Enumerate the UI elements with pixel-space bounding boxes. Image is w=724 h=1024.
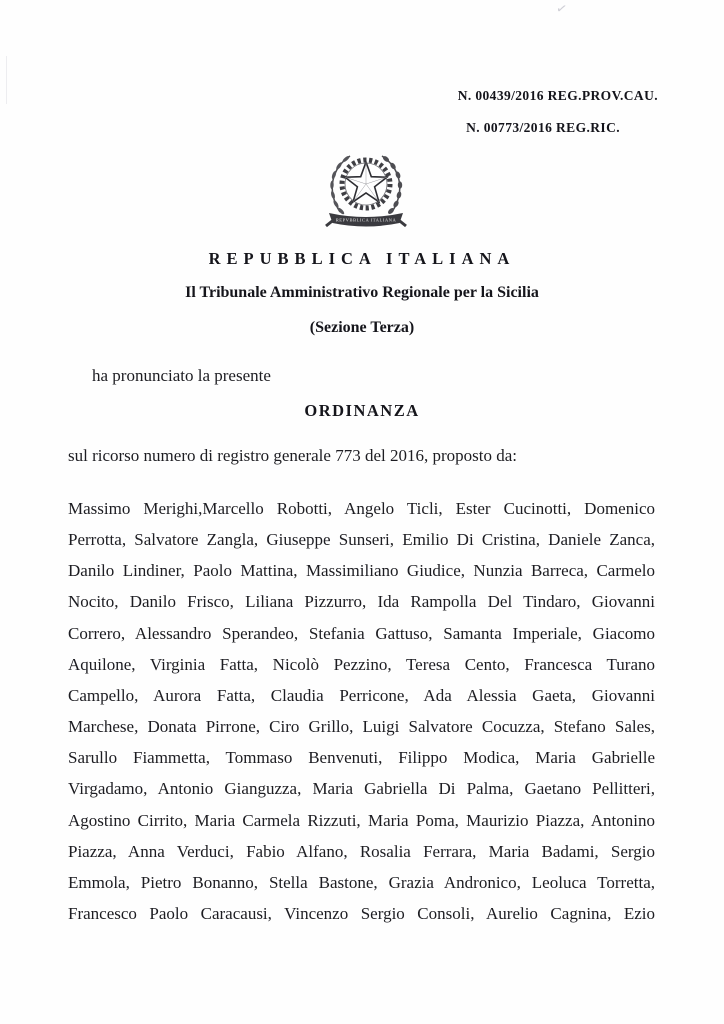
heading-section: (Sezione Terza) (309, 319, 415, 336)
petitioners-line: Piazza, Anna Verduci, Fabio Alfano, Rosalia Ferrara, Maria Badami, Sergio (68, 841, 655, 861)
heading-court: Il Tribunale Amministrativo Regionale per la Sicilia (185, 284, 539, 301)
petitioners-line: Correro, Alessandro Sperandeo, Stefania Gattuso, Samanta Imperiale, Giacomo (68, 623, 655, 643)
ribbon-banner-text: REPVBBLICA ITALIANA (335, 217, 397, 223)
petitioners-line: Emmola, Pietro Bonanno, Stella Bastone, Grazia Andronico, Leoluca Torretta, (68, 872, 655, 892)
heading-republic: REPUBBLICA ITALIANA (208, 249, 516, 268)
case-intro-line: sul ricorso numero di registro generale 773 del 2016, proposto da: (68, 446, 517, 465)
petitioners-line: Massimo Merighi,Marcello Robotti, Angelo Ticli, Ester Cucinotti, Domenico (68, 499, 655, 518)
petitioners-line: Marchese, Donata Pirrone, Ciro Grillo, Luigi Salvatore Cocuzza, Stefano Sales, (68, 717, 655, 737)
petitioners-line: Francesco Paolo Caracausi, Vincenzo Sergio Consoli, Aurelio Cagnina, Ezio (68, 904, 655, 924)
petitioners-line: Agostino Cirrito, Maria Carmela Rizzuti, Maria Poma, Maurizio Piazza, Antonino (68, 810, 655, 830)
act-title: ORDINANZA (304, 401, 420, 420)
petitioners-line: Danilo Lindiner, Paolo Mattina, Massimiliano Giudice, Nunzia Barreca, Carmelo (68, 561, 655, 581)
registry-number-cau: N. 00439/2016 REG.PROV.CAU. (457, 88, 658, 103)
scan-mark-icon: ✓ (554, 1, 569, 18)
petitioners-line: Virgadamo, Antonio Gianguzza, Maria Gabriella Di Palma, Gaetano Pellitteri, (68, 779, 655, 799)
petitioners-line: Perrotta, Salvatore Zangla, Giuseppe Sunseri, Emilio Di Cristina, Daniele Zanca, (68, 530, 655, 550)
petitioners-line: Campello, Aurora Fatta, Claudia Perricone, Ada Alessia Gaeta, Giovanni (68, 685, 655, 705)
italian-republic-emblem-icon (316, 142, 416, 230)
scan-edge-artifact (6, 56, 7, 104)
pronouncement-line: ha pronunciato la presente (92, 366, 271, 385)
petitioners-line: Sarullo Fiammetta, Tommaso Benvenuti, Filippo Modica, Maria Gabrielle (68, 748, 655, 768)
registry-number-ric: N. 00773/2016 REG.RIC. (466, 120, 620, 135)
petitioners-paragraph (68, 493, 655, 929)
registry-numbers (458, 88, 658, 136)
petitioners-line: Nocito, Danilo Frisco, Liliana Pizzurro, Ida Rampolla Del Tindaro, Giovanni (68, 592, 655, 612)
ribbon-banner (326, 213, 406, 227)
petitioners-line: Aquilone, Virginia Fatta, Nicolò Pezzino, Teresa Cento, Francesca Turano (68, 654, 655, 674)
